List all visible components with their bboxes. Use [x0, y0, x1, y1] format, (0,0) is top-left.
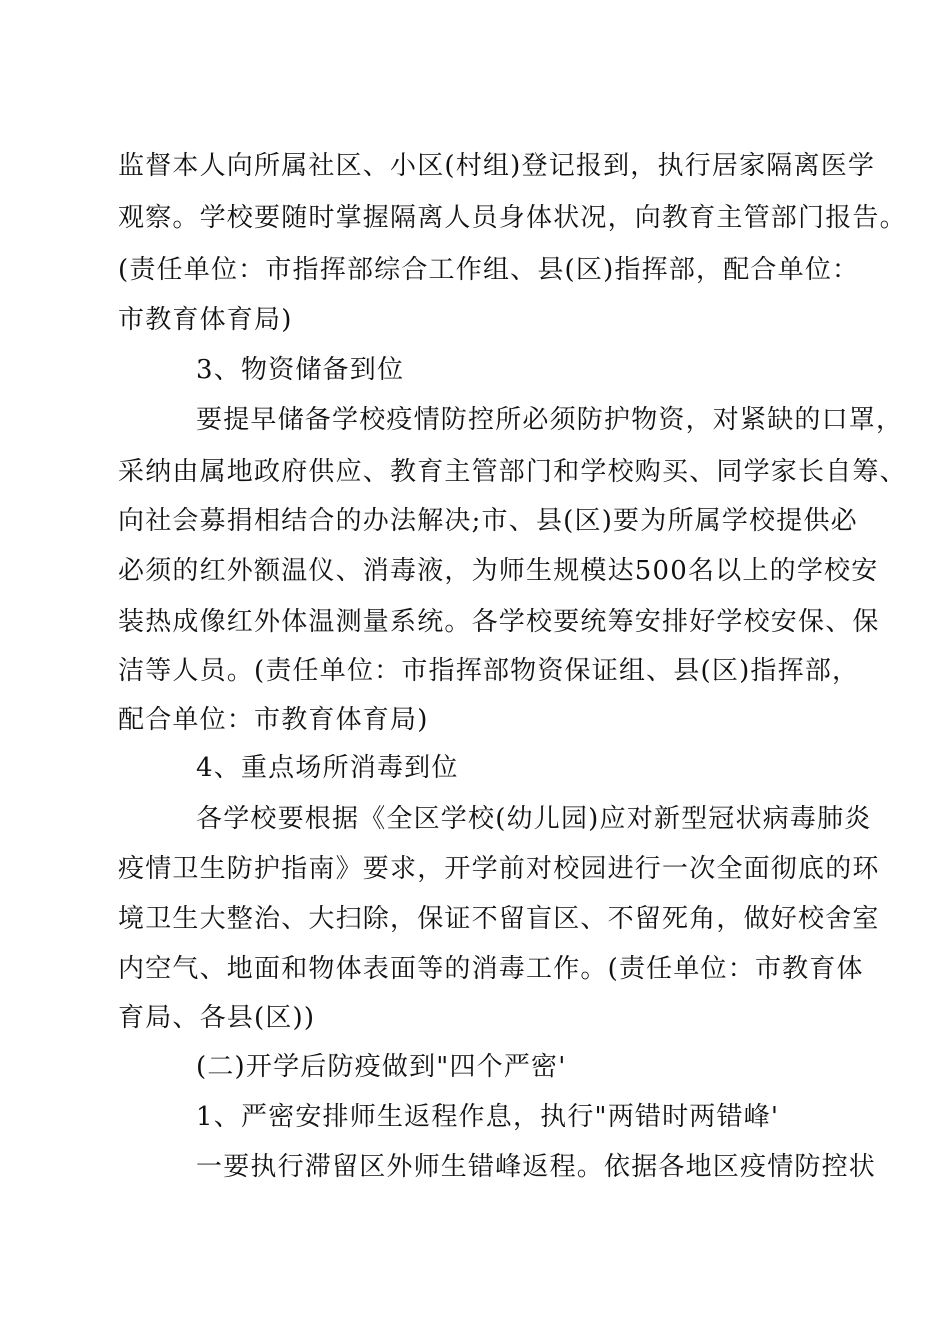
text-line: 洁等人员。(责任单位：市指挥部物资保证组、县(区)指挥部， — [118, 656, 860, 686]
text-line: 观察。学校要随时掌握隔离人员身体状况，向教育主管部门报告。 — [118, 203, 907, 233]
text-line: 采纳由属地政府供应、教育主管部门和学校购买、同学家长自筹、 — [118, 457, 907, 487]
text-line: (责任单位：市指挥部综合工作组、县(区)指挥部，配合单位： — [118, 255, 860, 285]
text-line: 育局、各县(区)) — [118, 1003, 316, 1033]
text-line: 要提早储备学校疫情防控所必须防护物资，对紧缺的口罩， — [196, 405, 904, 435]
section-heading: (二)开学后防疫做到"四个严密' — [196, 1052, 567, 1082]
section-heading: 3、物资储备到位 — [196, 355, 405, 385]
section-heading: 1、严密安排师生返程作息，执行"两错时两错峰' — [196, 1102, 780, 1132]
text-line: 疫情卫生防护指南》要求，开学前对校园进行一次全面彻底的环 — [118, 854, 880, 884]
text-line: 市教育体育局) — [118, 305, 293, 335]
text-line: 内空气、地面和物体表面等的消毒工作。(责任单位：市教育体 — [118, 954, 864, 984]
text-line: 监督本人向所属社区、小区(村组)登记报到，执行居家隔离医学 — [118, 151, 876, 181]
text-line: 配合单位：市教育体育局) — [118, 705, 429, 735]
text-line: 向社会募捐相结合的办法解决;市、县(区)要为所属学校提供必 — [118, 506, 858, 536]
text-line: 各学校要根据《全区学校(幼儿园)应对新型冠状病毒肺炎 — [196, 804, 872, 834]
text-line: 境卫生大整治、大扫除，保证不留盲区、不留死角，做好校舍室 — [118, 904, 880, 934]
section-heading: 4、重点场所消毒到位 — [196, 753, 459, 783]
text-line: 必须的红外额温仪、消毒液，为师生规模达500名以上的学校安 — [118, 556, 879, 586]
text-line: 一要执行滞留区外师生错峰返程。依据各地区疫情防控状 — [196, 1152, 877, 1182]
text-line: 装热成像红外体温测量系统。各学校要统筹安排好学校安保、保 — [118, 607, 880, 637]
